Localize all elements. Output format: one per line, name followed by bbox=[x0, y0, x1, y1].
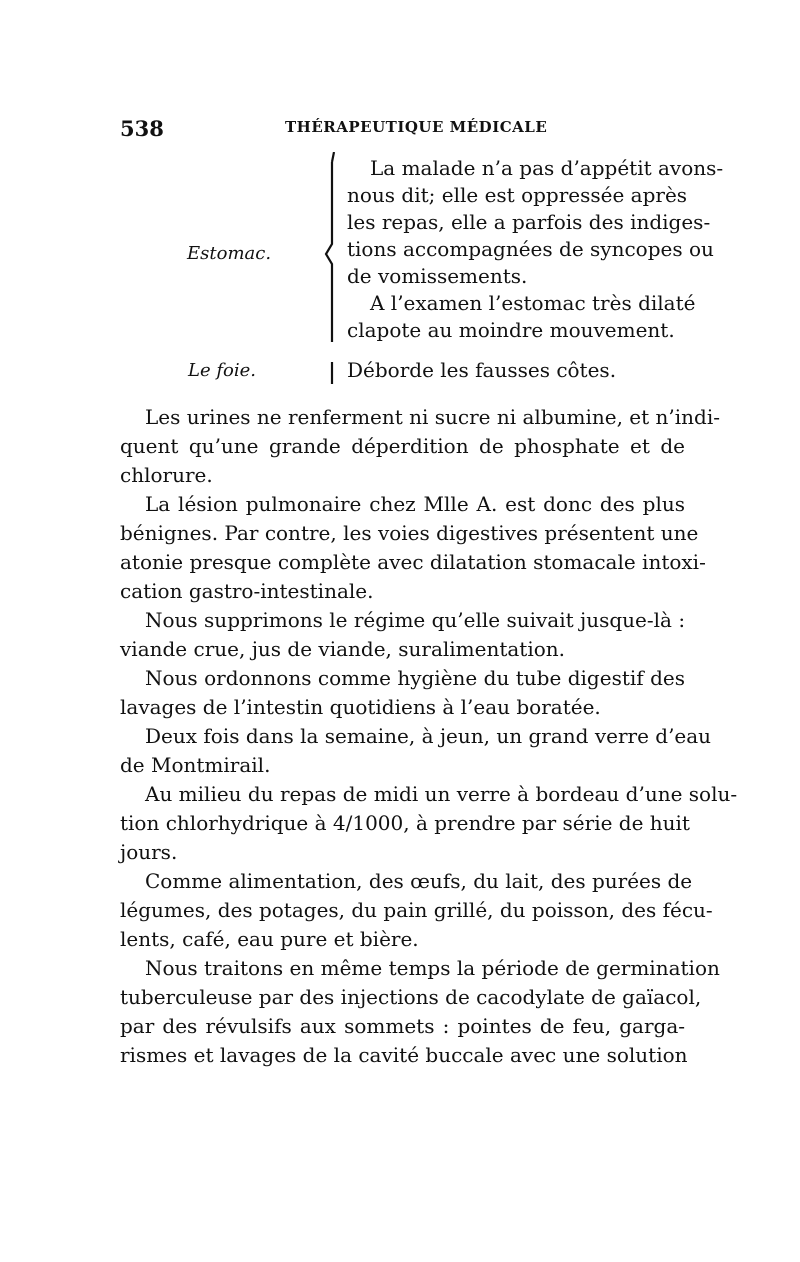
text-line: de Montmirail. bbox=[120, 753, 271, 777]
table-brace bbox=[322, 152, 342, 384]
estomac-line: clapote au moindre mouvement. bbox=[347, 318, 675, 342]
text-line: quent qu’une grande déperdition de phosphate et de bbox=[120, 434, 685, 458]
text-line: jours. bbox=[120, 840, 178, 864]
text-line: bénignes. Par contre, les voies digestives présentent une bbox=[120, 521, 699, 545]
text-line: légumes, des potages, du pain grillé, du poisson, des fécu- bbox=[120, 898, 713, 922]
text-line: Nous traitons en même temps la période de germination bbox=[145, 956, 720, 980]
estomac-line: A l’examen l’estomac très dilaté bbox=[370, 291, 696, 315]
text-line: lavages de l’intestin quotidiens à l’eau boratée. bbox=[120, 695, 601, 719]
text-line: La lésion pulmonaire chez Mlle A. est donc des plus bbox=[145, 492, 685, 516]
text-line: viande crue, jus de viande, suralimentation. bbox=[120, 637, 566, 661]
estomac-line: de vomissements. bbox=[347, 264, 528, 288]
estomac-label: Estomac. bbox=[187, 243, 272, 264]
text-line: lents, café, eau pure et bière. bbox=[120, 927, 419, 951]
text-line: Nous supprimons le régime qu’elle suivait jusque-là : bbox=[145, 608, 686, 632]
text-line: tion chlorhydrique à 4/1000, à prendre par série de huit bbox=[120, 811, 690, 835]
foie-line: Déborde les fausses côtes. bbox=[347, 358, 617, 382]
text-line: Deux fois dans la semaine, à jeun, un grand verre d’eau bbox=[145, 724, 712, 748]
text-line: Au milieu du repas de midi un verre à bordeau d’une solu- bbox=[145, 782, 738, 806]
estomac-line: tions accompagnées de syncopes ou bbox=[347, 237, 714, 261]
foie-label: Le foie. bbox=[188, 360, 256, 381]
text-line: par des révulsifs aux sommets : pointes de feu, garga- bbox=[120, 1014, 685, 1038]
text-line: rismes et lavages de la cavité buccale avec une solution bbox=[120, 1043, 688, 1067]
text-line: Comme alimentation, des œufs, du lait, des purées de bbox=[145, 869, 693, 893]
text-line: Nous ordonnons comme hygiène du tube digestif des bbox=[145, 666, 685, 690]
estomac-line: les repas, elle a parfois des indiges- bbox=[347, 210, 711, 234]
text-line: chlorure. bbox=[120, 463, 213, 487]
text-line: cation gastro-intestinale. bbox=[120, 579, 374, 603]
running-title: THÉRAPEUTIQUE MÉDICALE bbox=[285, 118, 548, 136]
text-line: atonie presque complète avec dilatation stomacale intoxi- bbox=[120, 550, 706, 574]
estomac-line: La malade n’a pas d’appétit avons- bbox=[370, 156, 724, 180]
text-line: Les urines ne renferment ni sucre ni albumine, et n’indi- bbox=[145, 405, 721, 429]
estomac-line: nous dit; elle est oppressée après bbox=[347, 183, 688, 207]
text-line: tuberculeuse par des injections de cacodylate de gaïacol, bbox=[120, 985, 702, 1009]
page-number: 538 bbox=[120, 116, 164, 141]
